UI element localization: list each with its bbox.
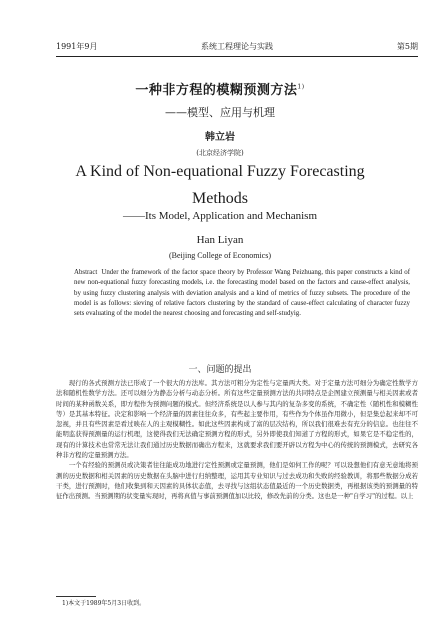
footnote-rule: [56, 596, 96, 597]
chinese-title-text: 一种非方程的模糊预测方法: [135, 83, 298, 98]
english-title-line1: A Kind of Non-equational Fuzzy Forecasting: [75, 163, 365, 180]
abstract-text: Under the framework of the factor space theory by Professor Wang Peizhuang, this paper constructs a kind of new non-equational fuzzy forecasting models, i.e. the forecasting model based on the factors and cause-effect analysis, by using fuzzy clustering analysis with deviation analysis and a kind of metrics of fuzzy subsets. The procedure of the model is as follows: sieving of relative factors clustering by the standard of cause-effect calculating of character fuzzy sets evaluating of the model the nearest choosing and forecasting and self-studyig.: [74, 269, 410, 318]
title-footnote-mark: 1): [297, 83, 305, 91]
header-issue: 第5期: [396, 42, 418, 51]
footnote: 1)本文于1989年5月3日收到。: [62, 600, 146, 607]
chinese-author: 韩立岩: [205, 132, 235, 143]
chinese-subtitle: ——模型、应用与机理: [165, 106, 275, 119]
paragraph: 一个有经验的预测员或决策者往往能成功地进行定性预测或定量预测，他们是如何工作的呢？可以设想他们有意无意地将预测的历史数据和相关因素的历史数据在头脑中进行归纳整理，运用其专业知识与过去成功和失败的经验教训，将那些数据分成若干类，进行预测时，他们收集到和天因素的具体状态值，去寻找与这组状态值最近的一个历史数据类，再根据该类的预测量的特征作出预测。当预测期的状变量实现时，再将真值与事前预测值加以比较，修改先前的分类。这也是一种"自学习"的过程。以上: [56, 461, 418, 501]
english-subtitle: ——Its Model, Application and Mechanism: [123, 210, 317, 222]
english-title-line2: Methods: [192, 190, 248, 207]
header-journal: 系统工程理论与实践: [201, 42, 273, 51]
english-affiliation: (Beijing College of Economics): [169, 251, 271, 260]
running-header: [56, 40, 418, 57]
chinese-title: [0, 79, 440, 98]
abstract: [74, 268, 410, 319]
abstract-label: Abstract: [74, 269, 98, 276]
chinese-affiliation: (北京经济学院): [196, 149, 244, 157]
section-heading: 一、问题的提出: [188, 365, 252, 375]
paragraph: 现行的各式预测方法已形成了一个很大的方法库。其方法可粗分为定性与定量两大类。对于定量方法可细分为确定性数学方法和随机性数学方法。还可以细分为静态分析与动态分析。所有这些定量预测方法的共同特点是企图建立预测量与相关因素或者时间的某种函数关系，即方程作为预测问题的模式。但经济系统是以人参与其内的复杂多变的系统，不确定性（随机性和模糊性等）是其基本特征。决定和影响一个经济量的因素往往众多，有些起主要作用，有些作为个体虽作用微小，但是集总起来却不可忽视，并且有些因素是看过映在人的主观模糊性。如此这些因素构成了富的层次结构，所以我们很难去有充分的信息。也往往不能明监获得预测量的运行机理，这使得我们无法确定预测方程的形式，另外即使我们知道了方程的形式，如果它是不稳定性的，现有的计算技术也常常无法让我们通过历史数据而确出方程来，这就要求我们要开辟以方程为中心的传统的预测模式，去研究各种非方程的定量预测方法。: [56, 379, 418, 460]
header-date: 1991年9月: [56, 42, 98, 51]
body-text: [56, 378, 418, 502]
english-author: Han Liyan: [196, 234, 244, 246]
